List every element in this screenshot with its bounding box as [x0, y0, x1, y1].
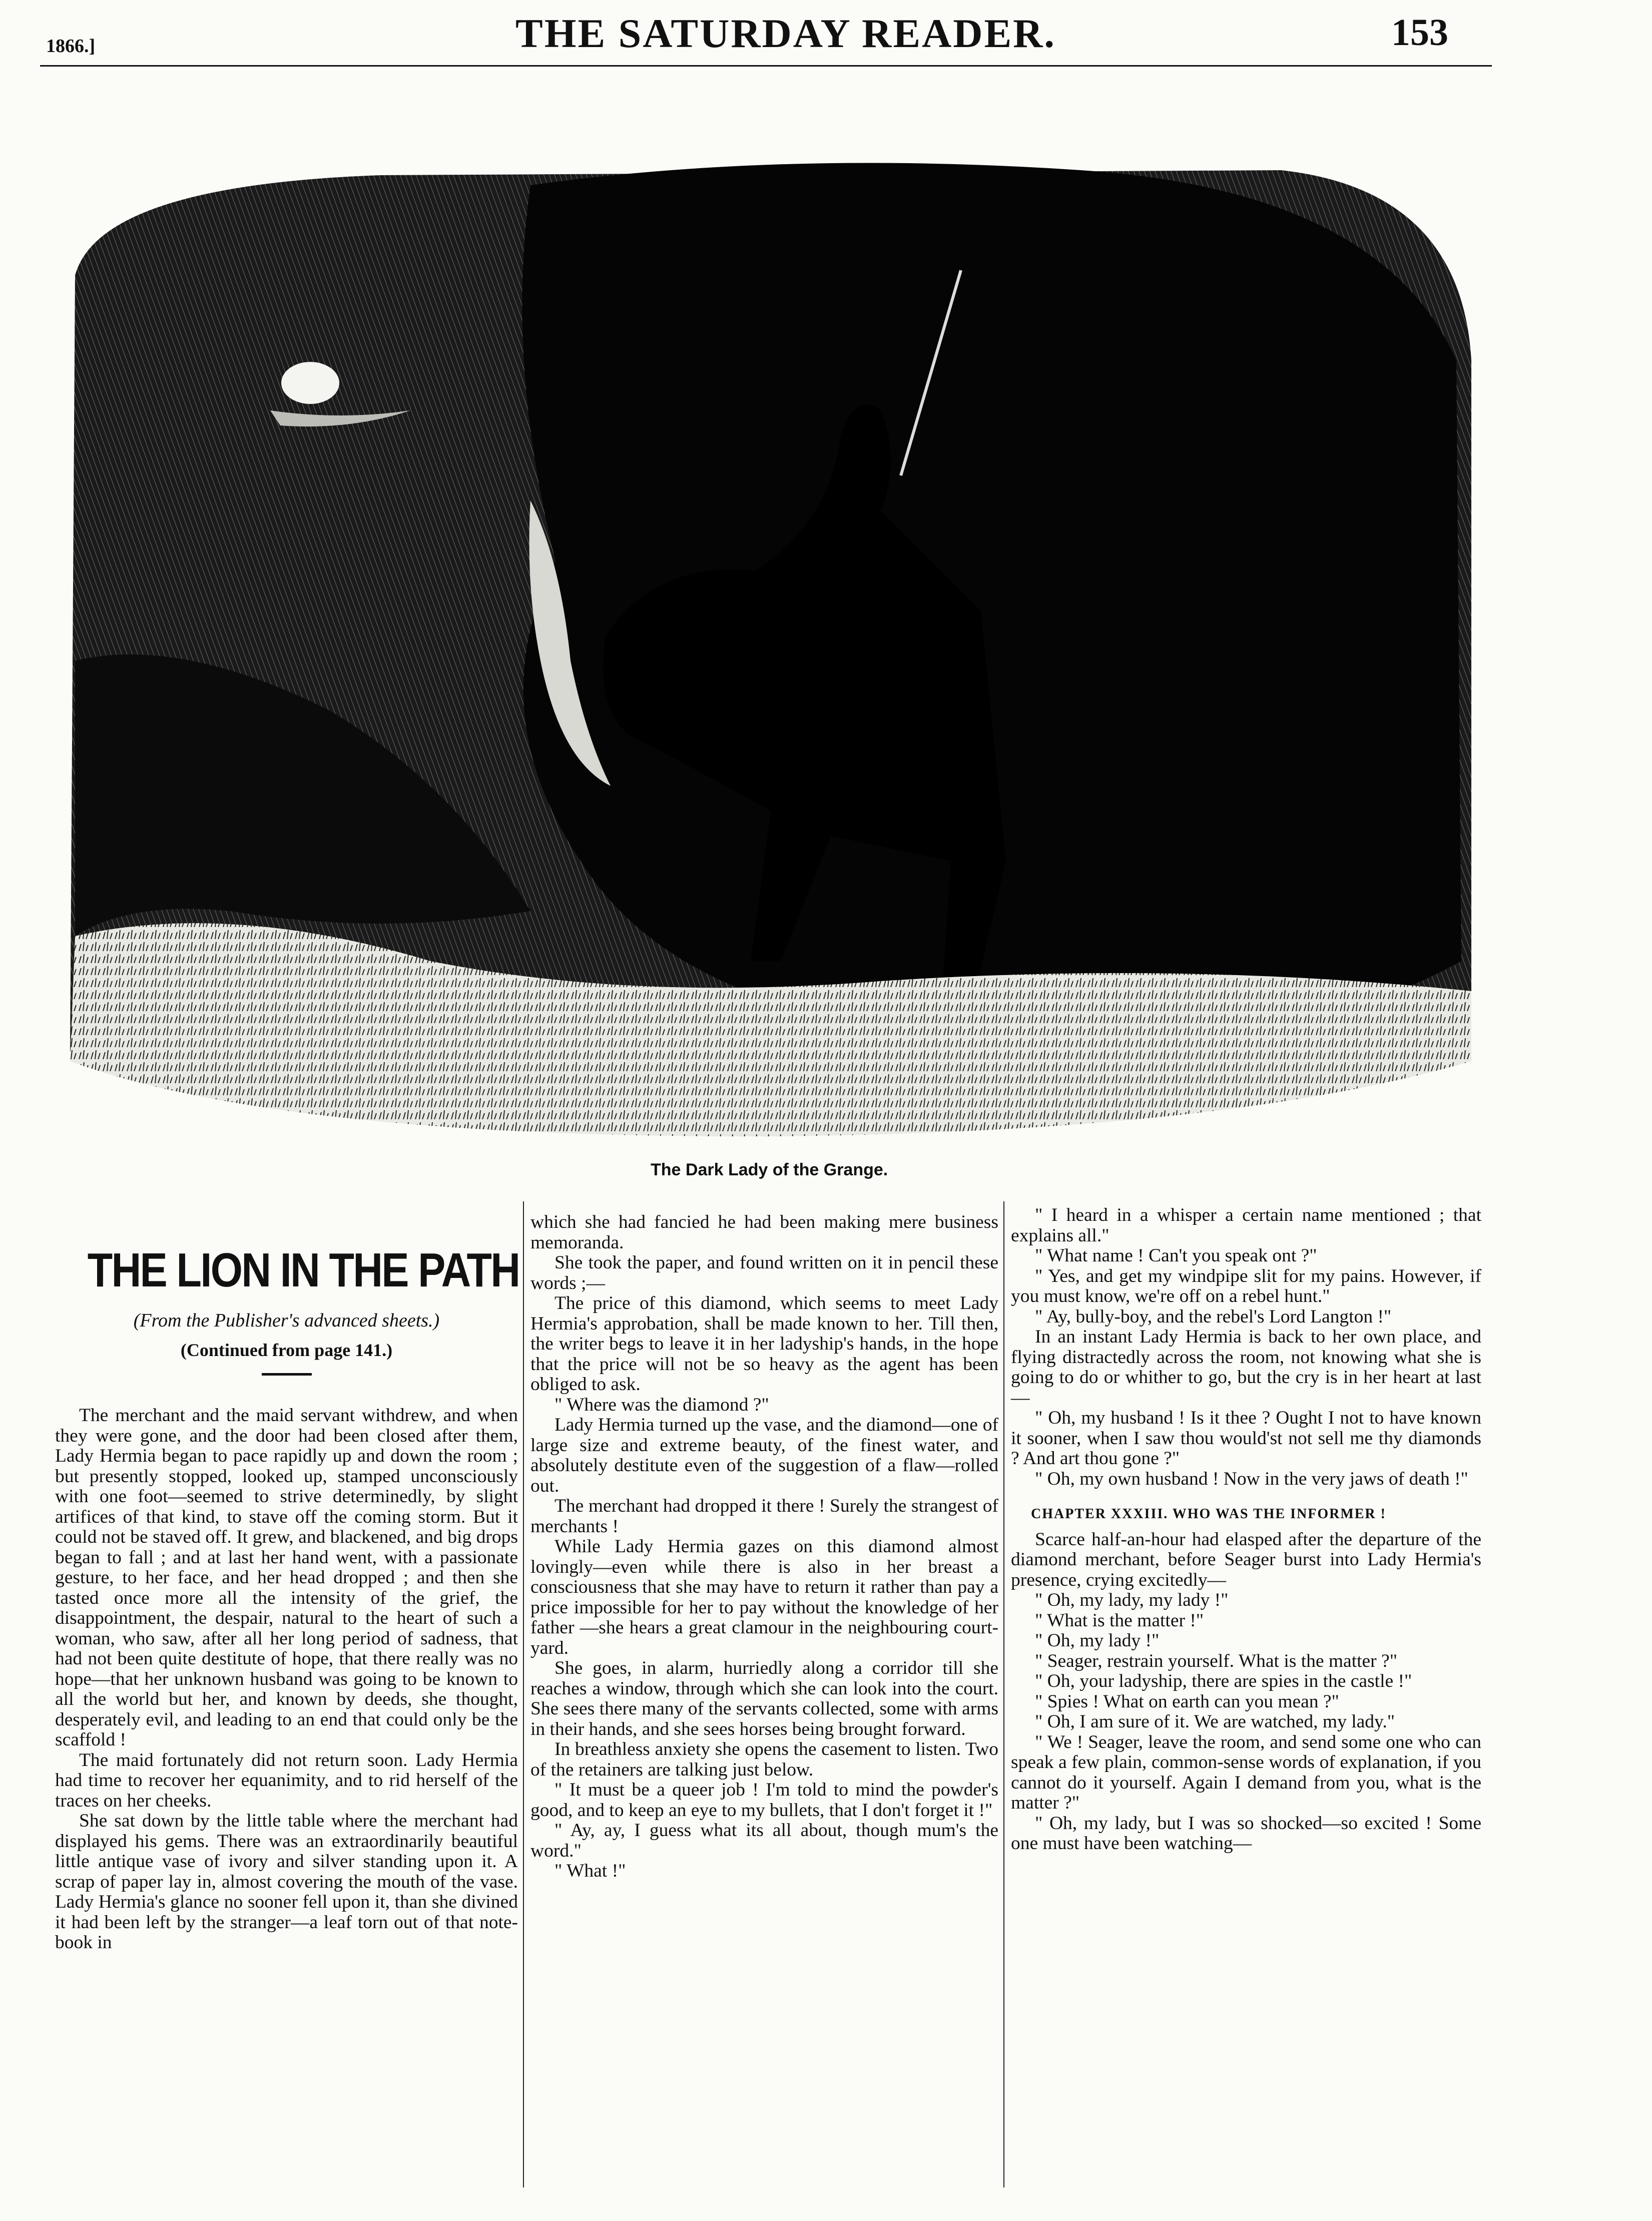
paragraph: In breathless anxiety she opens the casement to listen. Two of the retainers are talking just below. — [530, 1739, 998, 1780]
moon — [281, 362, 339, 404]
column-divider — [1003, 1201, 1004, 2187]
paragraph: " Oh, I am sure of it. We are watched, my lady." — [1035, 1711, 1395, 1732]
engraving-illustration — [30, 110, 1491, 1141]
paragraph: She sat down by the little table where the merchant had displayed his gems. There was an extraordinarily beautiful little antique vase of ivory and silver standing upon it. A scrap of paper lay in, almost covering the mouth of the vase. Lady Hermia's glance no sooner fell upon it, than she divined it had been left by the stranger—a leaf torn out of that note-book in — [55, 1811, 518, 1953]
column-3 — [1011, 1205, 1481, 1854]
chapter-heading: CHAPTER XXXIII. WHO WAS THE INFORMER ! — [1031, 1506, 1386, 1522]
paragraph: While Lady Hermia gazes on this diamond almost lovingly—even while there is also in her breast a consciousness that she may have to return it rather than pay a price impossible for her to pay without the knowledge of her father —she hears a great clamour in the neighbouring court-yard. — [530, 1536, 998, 1658]
paragraph: " Oh, my lady !" — [1035, 1630, 1160, 1651]
story-source: (From the Publisher's advanced sheets.) — [133, 1310, 440, 1331]
story-continued: (Continued from page 141.) — [180, 1340, 393, 1360]
paragraph: " Ay, ay, I guess what its all about, though mum's the word." — [530, 1820, 998, 1861]
paragraph: Lady Hermia turned up the vase, and the diamond—one of large size and extreme beauty, of the finest water, and absolutely destitute even of the suggestion of a flaw—rolled out. — [530, 1415, 998, 1496]
masthead: THE SATURDAY READER. — [515, 11, 1056, 56]
paragraph: " Yes, and get my windpipe slit for my pains. However, if you must know, we're off on a rebel hunt." — [1011, 1265, 1481, 1306]
paragraph: The merchant and the maid servant withdrew, and when they were gone, and the door had been closed after them, Lady Hermia began to pace rapidly up and down the room ; but presently stopped, looked up, stamped unconsciously with one foot—seemed to strive determinedly, by slight artifices of that kind, to stave off the coming storm. But it could not be staved off. It grew, and blackened, and big drops began to fall ; and at last her hand went, with a passionate gesture, to her face, and her head dropped ; and then she tasted once more all the intensity of the grief, the disappointment, the despair, natural to the heart of such a woman, who saw, after all her long period of sadness, that had not been quite destitute of hope, that there really was no hope—that her unknown husband was going to be known to all the world but her, and known by deeds, she thought, desperately evil, and leading to an end that could only be the scaffold ! — [55, 1405, 518, 1750]
page-number: 153 — [1391, 12, 1448, 54]
paragraph: " Spies ! What on earth can you mean ?" — [1035, 1691, 1339, 1712]
paragraph: " What !" — [555, 1861, 626, 1881]
paragraph: " Ay, bully-boy, and the rebel's Lord Langton !" — [1035, 1306, 1392, 1327]
paragraph: " I heard in a whisper a certain name mentioned ; that explains all." — [1011, 1205, 1481, 1246]
header-rule — [40, 65, 1492, 67]
paragraph: " Oh, my lady, my lady !" — [1035, 1590, 1229, 1610]
column-divider — [523, 1201, 524, 2187]
paragraph: " Oh, my own husband ! Now in the very jaws of death !" — [1035, 1468, 1468, 1489]
paragraph: " It must be a queer job ! I'm told to mind the powder's good, and to keep an eye to my bullets, that I don't forget it !" — [530, 1780, 998, 1821]
paragraph: which she had fancied he had been making mere business memoranda. — [530, 1212, 998, 1253]
story-title: THE LION IN THE PATH — [87, 1243, 519, 1297]
illustration-caption: The Dark Lady of the Grange. — [651, 1160, 888, 1179]
paragraph: " Where was the diamond ?" — [555, 1394, 769, 1415]
column-1 — [55, 1211, 518, 1953]
short-rule — [262, 1373, 312, 1376]
paragraph: She goes, in alarm, hurriedly along a corridor till she reaches a window, through which she can look into the court. She sees there many of the servants collected, some with arms in their hands, and she sees horses being brought forward. — [530, 1658, 998, 1739]
paragraph: Scarce half-an-hour had elasped after the departure of the diamond merchant, before Seager burst into Lady Hermia's presence, crying excitedly— — [1011, 1529, 1481, 1590]
paragraph: " Oh, my husband ! Is it thee ? Ought I not to have known it sooner, when I saw thou would'st not sell me thy diamonds ? And art thou gone ?" — [1011, 1408, 1481, 1469]
column-2 — [530, 1212, 998, 1882]
header-date: 1866.] — [46, 36, 96, 57]
paragraph: She took the paper, and found written on it in pencil these words ;— — [530, 1252, 998, 1293]
paragraph: The merchant had dropped it there ! Surely the strangest of merchants ! — [530, 1496, 998, 1537]
paragraph: The price of this diamond, which seems to meet Lady Hermia's approbation, shall be made known to her. Till then, the writer begs to leave it in her ladyship's hands, in the hope that the price will not be so heavy as the agent has been obliged to ask. — [530, 1293, 998, 1395]
paragraph: " What is the matter !" — [1035, 1610, 1204, 1631]
paragraph: In an instant Lady Hermia is back to her own place, and flying distractedly across the room, not knowing what she is going to do or whither to go, but the cry is in her heart at last— — [1011, 1326, 1481, 1408]
paragraph: " What name ! Can't you speak ont ?" — [1035, 1245, 1317, 1266]
paragraph: " Seager, restrain yourself. What is the matter ?" — [1035, 1650, 1397, 1671]
paragraph: The maid fortunately did not return soon. Lady Hermia had time to recover her equanimity, and to rid herself of the traces on her cheeks. — [55, 1749, 518, 1811]
paragraph: " We ! Seager, leave the room, and send some one who can speak a few plain, common-sense words of explanation, if you cannot do it yourself. Again I demand from you, what is the matter ?" — [1011, 1731, 1481, 1813]
paragraph: " Oh, my lady, but I was so shocked—so excited ! Some one must have been watching— — [1011, 1813, 1481, 1854]
paragraph: " Oh, your ladyship, there are spies in the castle !" — [1035, 1671, 1412, 1691]
